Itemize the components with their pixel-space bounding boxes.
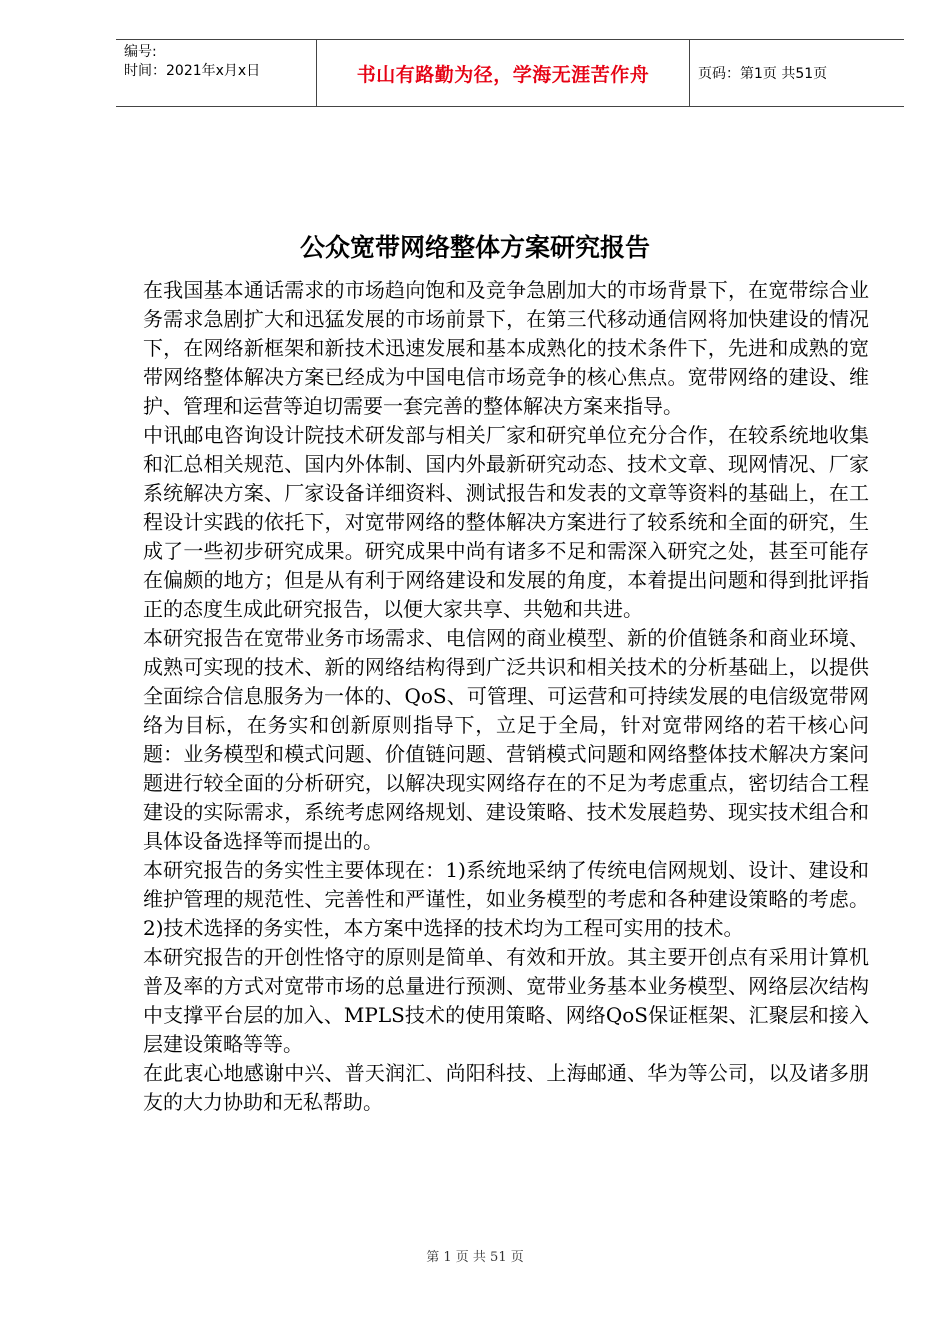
header-page-info: 页码：第1页 共51页 <box>698 66 828 82</box>
time-label: 时间：2021年x月x日 <box>124 63 261 79</box>
paragraph: 在此衷心地感谢中兴、普天润汇、尚阳科技、上海邮通、华为等公司，以及诸多朋友的大力协助和无私帮助。 <box>143 1061 869 1114</box>
page-footer: 第 1 页 共 51 页 <box>426 1250 524 1265</box>
header-meta <box>116 40 316 106</box>
paragraph: 本研究报告在宽带业务市场需求、电信网的商业模型、新的价值链条和商业环境、成熟可实现的技术、新的网络结构得到广泛共识和相关技术的分析基础上，以提供全面综合信息服务为一体的、QoS、可管理、可运营和可持续发展的电信级宽带网络为目标，在务实和创新原则指导下，立足于全局，针对宽带网络的若干核心问题：业务模型和模式问题、价值链问题、营销模式问题和网络整体技术解决方案问题进行较全面的分析研究，以解决现实网络存在的不足为考虑重点，密切结合工程建设的实际需求，系统考虑网络规划、建设策略、技术发展趋势、现实技术组合和具体设备选择等而提出的。 <box>143 626 869 853</box>
header-motto: 书山有路勤为径，学海无涯苦作舟 <box>316 40 690 106</box>
document-title: 公众宽带网络整体方案研究报告 <box>299 233 650 262</box>
document-body <box>143 276 869 1117</box>
paragraph: 本研究报告的开创性恪守的原则是简单、有效和开放。其主要开创点有采用计算机普及率的方式对宽带市场的总量进行预测、宽带业务基本业务模型、网络层次结构中支撑平台层的加入、MPLS技术的使用策略、网络QoS保证框架、汇聚层和接入层建设策略等等。 <box>143 945 869 1056</box>
paragraph: 本研究报告的务实性主要体现在：1)系统地采纳了传统电信网规划、设计、建设和维护管理的规范性、完善性和严谨性，如业务模型的考虑和各种建设策略的考虑。2)技术选择的务实性，本方案中选择的技术均为工程可实用的技术。 <box>143 858 869 940</box>
number-label: 编号: <box>124 44 157 60</box>
paragraph: 在我国基本通话需求的市场趋向饱和及竞争急剧加大的市场背景下，在宽带综合业务需求急剧扩大和迅猛发展的市场前景下，在第三代移动通信网将加快建设的情况下，在网络新框架和新技术迅速发展和基本成熟化的技术条件下，先进和成熟的宽带网络整体解决方案已经成为中国电信市场竞争的核心焦点。宽带网络的建设、维护、管理和运营等迫切需要一套完善的整体解决方案来指导。 <box>143 278 869 418</box>
paragraph: 中讯邮电咨询设计院技术研发部与相关厂家和研究单位充分合作，在较系统地收集和汇总相关规范、国内外体制、国内外最新研究动态、技术文章、现网情况、厂家系统解决方案、厂家设备详细资料、测试报告和发表的文章等资料的基础上，在工程设计实践的依托下，对宽带网络的整体解决方案进行了较系统和全面的研究，生成了一些初步研究成果。研究成果中尚有诸多不足和需深入研究之处，甚至可能存在偏颇的地方；但是从有利于网络建设和发展的角度，本着提出问题和得到批评指正的态度生成此研究报告，以便大家共享、共勉和共进。 <box>143 423 869 621</box>
page-header <box>116 39 904 107</box>
